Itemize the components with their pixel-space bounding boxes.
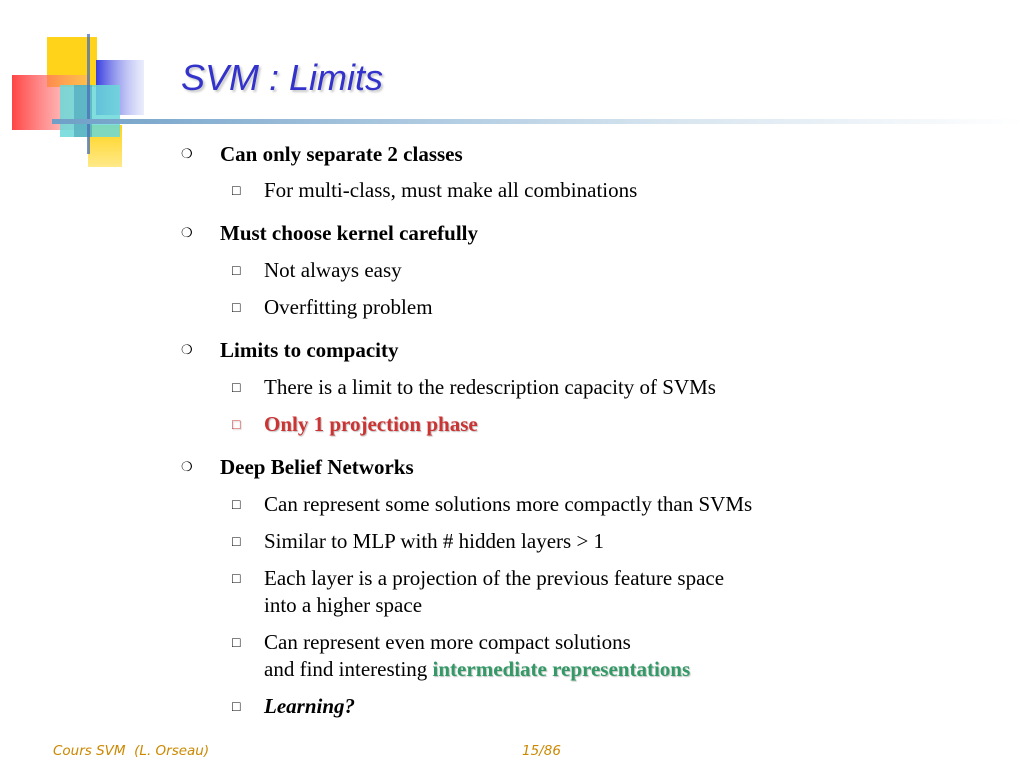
sub-bullet-text: There is a limit to the redescription capacity of SVMs	[264, 375, 716, 399]
square-bullet-icon	[232, 184, 264, 200]
sub-bullet	[232, 375, 716, 400]
bullet-icon	[181, 459, 220, 475]
square-bullet-icon	[232, 301, 264, 317]
sub-bullet-text-emphasis: Only 1 projection phase	[264, 412, 478, 436]
bullet-icon	[181, 225, 220, 241]
square-bullet-icon	[232, 418, 264, 434]
square-bullet-icon	[232, 535, 264, 551]
bullet-section-1	[181, 142, 463, 167]
footer-page-number: 15/86	[522, 743, 561, 759]
sub-bullet-text: Not always easy	[264, 258, 402, 282]
sub-bullet	[232, 694, 355, 719]
section-heading: Must choose kernel carefully	[220, 221, 478, 245]
sub-bullet-text: Overfitting problem	[264, 295, 433, 319]
square-bullet-icon	[232, 498, 264, 514]
sub-bullet-text: Similar to MLP with # hidden layers > 1	[264, 529, 605, 553]
sub-bullet	[232, 295, 433, 320]
sub-bullet-continuation: into a higher space	[264, 593, 423, 617]
sub-bullet-emphasis	[232, 412, 478, 437]
sub-bullet-text: For multi-class, must make all combinations	[264, 178, 638, 202]
sub-bullet	[232, 492, 752, 517]
sub-bullet	[232, 258, 402, 283]
square-bullet-icon	[232, 572, 264, 588]
sub-bullet-text: Can represent some solutions more compactly than SVMs	[264, 492, 753, 516]
sub-bullet	[232, 178, 637, 203]
title-underline	[52, 119, 1024, 124]
sub-bullet	[232, 529, 604, 554]
sub-bullet	[232, 566, 724, 591]
slide-title: SVM : Limits	[181, 57, 384, 98]
sub-bullet-continuation	[264, 657, 690, 682]
bullet-icon	[181, 146, 220, 162]
continuation-text: and find interesting	[264, 657, 433, 681]
sub-bullet-text: Learning?	[264, 694, 356, 718]
bullet-section-4	[181, 455, 414, 480]
bullet-section-3	[181, 338, 398, 363]
decorative-squares	[0, 0, 170, 175]
section-heading: Can only separate 2 classes	[220, 142, 463, 166]
sub-bullet-text: Each layer is a projection of the previous feature space	[264, 566, 725, 590]
sub-bullet	[232, 630, 631, 655]
bullet-icon	[181, 342, 220, 358]
footer-course: Cours SVM (L. Orseau)	[53, 743, 210, 759]
square-bullet-icon	[232, 381, 264, 397]
sub-bullet-text: Can represent even more compact solutions	[264, 630, 631, 654]
highlight-text: intermediate representations	[432, 657, 691, 681]
square-bullet-icon	[232, 636, 264, 652]
section-heading: Deep Belief Networks	[220, 455, 414, 479]
bullet-section-2	[181, 221, 478, 246]
square-bullet-icon	[232, 700, 264, 716]
square-bullet-icon	[232, 264, 264, 280]
section-heading: Limits to compacity	[220, 338, 399, 362]
